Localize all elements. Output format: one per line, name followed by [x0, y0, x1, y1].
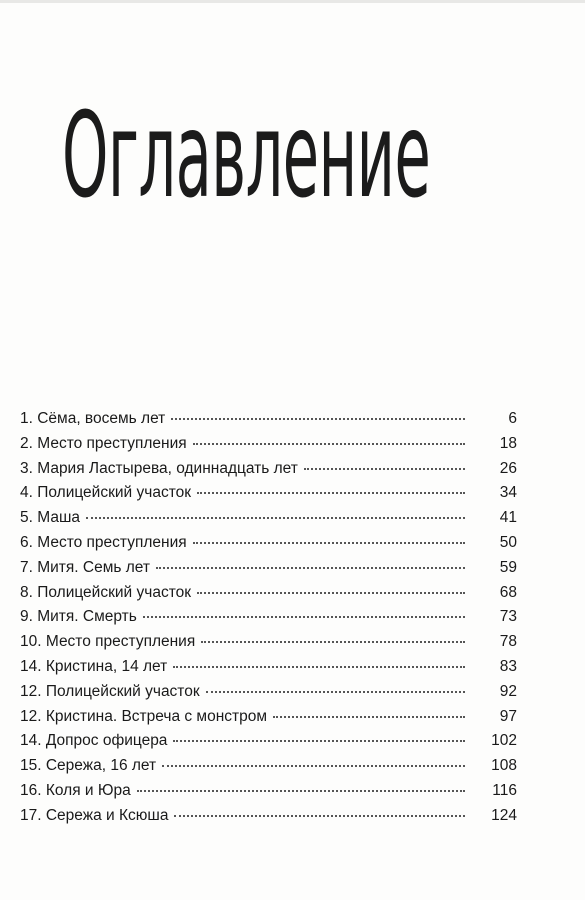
toc-entry-title: 15. Сережа, 16 лет: [20, 757, 157, 775]
dot-leader: [197, 478, 465, 494]
toc-entry-page-number: 92: [499, 682, 517, 700]
toc-entry-page-number: 59: [499, 558, 517, 576]
dot-leader: [273, 702, 465, 718]
toc-entry-title: 2. Место преступления: [20, 434, 187, 452]
toc-entry-title: 12. Полицейский участок: [20, 682, 200, 700]
toc-entry-title: 10. Место преступления: [20, 633, 196, 651]
dot-leader: [304, 454, 465, 470]
toc-entry-page-number: 78: [499, 633, 517, 651]
dot-leader: [171, 404, 465, 420]
dot-leader: [173, 726, 465, 742]
toc-entry[interactable]: [20, 804, 517, 829]
toc-entry-title: 8. Полицейский участок: [20, 583, 192, 601]
toc-entry-page-number: 102: [491, 732, 517, 750]
toc-entry-title: 7. Митя. Семь лет: [20, 558, 151, 576]
toc-entry-page-number: 34: [499, 484, 517, 502]
toc-entry-page-number: 26: [499, 459, 517, 477]
toc-entry-page-number: 83: [499, 657, 517, 675]
toc-entry-page-number: 116: [492, 781, 517, 799]
toc-entry-title: 12. Кристина. Встреча с монстром: [20, 707, 268, 725]
toc-entry-page-number: 50: [499, 533, 517, 551]
toc-entry-title: 17. Сережа и Ксюша: [20, 806, 169, 824]
toc-entry-page-number: 108: [491, 757, 517, 775]
toc-entry-title: 16. Коля и Юра: [20, 781, 131, 799]
toc-entry-title: 3. Мария Ластырева, одиннадцать лет: [20, 459, 298, 477]
toc-entry-page-number: 124: [491, 806, 517, 824]
dot-leader: [201, 627, 465, 643]
toc-entry-title: 4. Полицейский участок: [20, 484, 192, 502]
dot-leader: [86, 503, 465, 519]
dot-leader: [156, 553, 465, 569]
dot-leader: [174, 801, 465, 817]
toc-entry-page-number: 68: [499, 583, 517, 601]
toc-entry-title: 9. Митя. Смерть: [20, 608, 137, 626]
dot-leader: [137, 776, 465, 792]
toc-entry-page-number: 41: [499, 509, 517, 527]
table-of-contents: [20, 407, 517, 829]
dot-leader: [173, 652, 465, 668]
dot-leader: [162, 751, 465, 767]
toc-entry-title: 1. Сёма, восемь лет: [20, 410, 166, 427]
dot-leader: [193, 528, 465, 544]
toc-entry-title: 14. Допрос офицера: [20, 732, 168, 750]
toc-entry-page-number: 6: [508, 410, 517, 427]
dot-leader: [193, 429, 465, 445]
dot-leader: [197, 578, 465, 594]
toc-entry-page-number: 73: [499, 608, 517, 626]
page-title: Оглавление: [62, 86, 431, 224]
dot-leader: [206, 677, 465, 693]
dot-leader: [143, 602, 465, 618]
toc-entry-page-number: 97: [499, 707, 517, 725]
toc-entry-title: 5. Маша: [20, 509, 80, 527]
toc-entry-page-number: 18: [499, 434, 517, 452]
toc-entry-title: 14. Кристина, 14 лет: [20, 657, 168, 675]
page-edge: [0, 0, 585, 3]
toc-entry-title: 6. Место преступления: [20, 533, 187, 551]
